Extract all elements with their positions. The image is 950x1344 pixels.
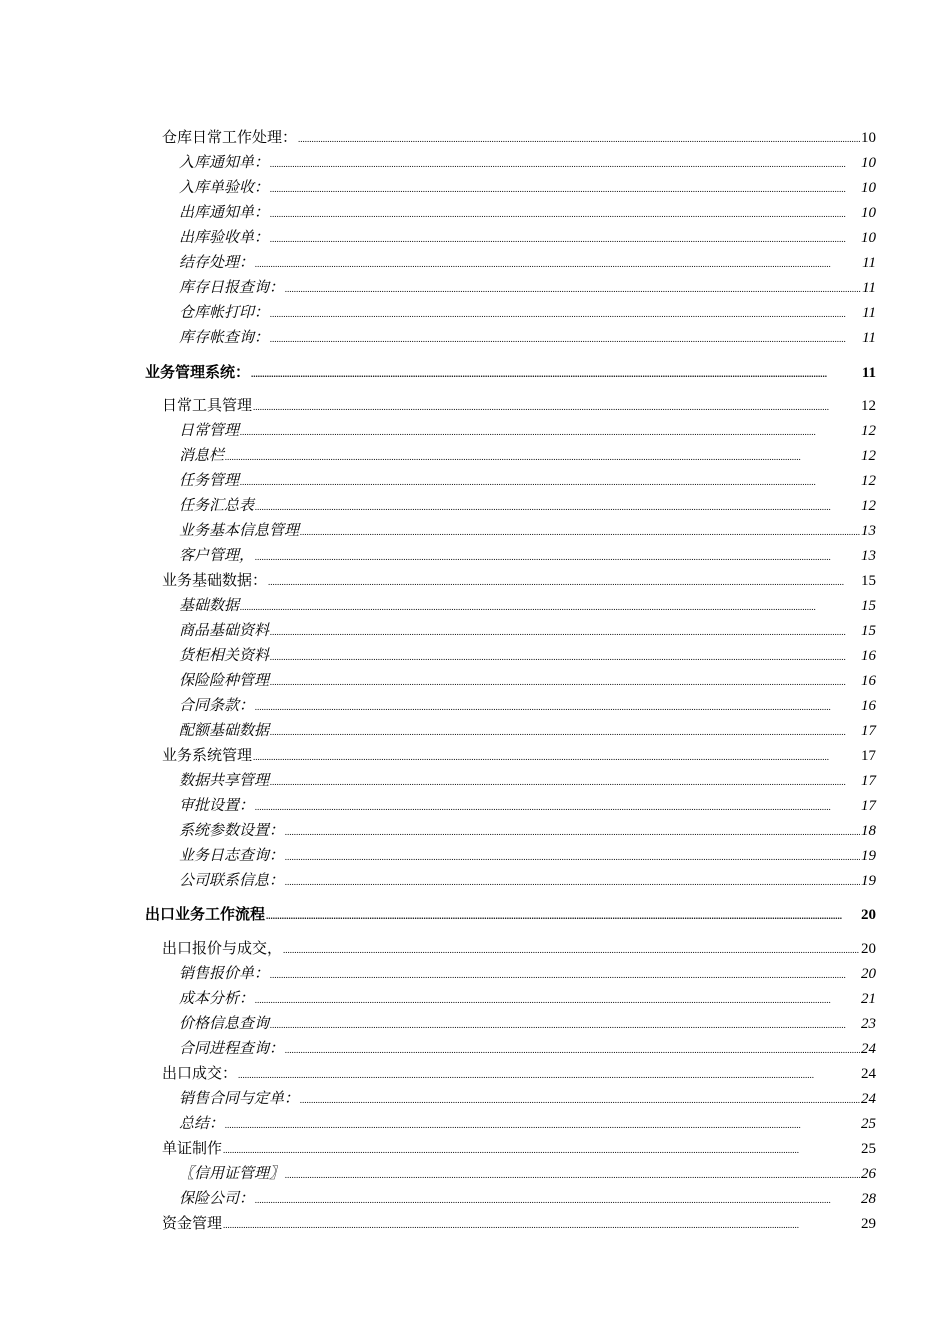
toc-entry-page: 18 <box>861 823 876 839</box>
toc-entry-page: 17 <box>861 798 876 814</box>
toc-entry-title: 出口成交： <box>162 1066 238 1082</box>
toc-entry[interactable] <box>179 871 876 891</box>
toc-entry[interactable] <box>179 228 876 248</box>
toc-leader-dots <box>255 796 860 817</box>
toc-entry-page: 24 <box>861 1091 876 1107</box>
toc-entry[interactable] <box>179 546 876 566</box>
toc-entry-page: 17 <box>861 748 876 764</box>
toc-entry-title: 单证制作 <box>162 1141 223 1157</box>
toc-entry-title: 库存帐查询： <box>179 330 270 346</box>
toc-entry[interactable] <box>179 178 876 198</box>
toc-entry-title: 仓库日常工作处理： <box>162 130 298 146</box>
toc-entry-title: 价格信息查询 <box>179 1016 270 1032</box>
toc-leader-dots <box>255 696 860 717</box>
toc-entry-page: 11 <box>862 305 876 321</box>
toc-entry[interactable] <box>179 621 876 641</box>
toc-leader-dots <box>285 1039 860 1060</box>
toc-entry-page: 10 <box>861 205 876 221</box>
toc-entry[interactable] <box>179 989 876 1009</box>
toc-entry-title: 出库通知单： <box>179 205 270 221</box>
toc-entry-page: 11 <box>862 330 876 346</box>
toc-entry[interactable] <box>179 1014 876 1034</box>
toc-leader-dots <box>285 1164 860 1185</box>
toc-entry-title: 出口报价与成交， <box>162 941 283 957</box>
toc-entry-title: 保险险种管理 <box>179 673 270 689</box>
toc-entry-title: 系统参数设置： <box>179 823 285 839</box>
toc-entry-page: 12 <box>861 473 876 489</box>
toc-entry[interactable] <box>179 846 876 866</box>
toc-entry-page: 25 <box>861 1116 876 1132</box>
toc-entry-title: 数据共享管理 <box>179 773 270 789</box>
toc-entry-title: 出口业务工作流程 <box>145 907 266 923</box>
toc-entry[interactable] <box>179 796 876 816</box>
toc-entry-title: 业务系统管理 <box>162 748 253 764</box>
toc-entry-page: 10 <box>861 180 876 196</box>
toc-entry-page: 11 <box>861 365 876 381</box>
toc-entry[interactable] <box>179 771 876 791</box>
toc-leader-dots <box>255 253 861 274</box>
toc-entry-title: 公司联系信息： <box>179 873 285 889</box>
toc-leader-dots <box>270 671 860 692</box>
toc-entry-title: 日常工具管理 <box>162 398 253 414</box>
toc-entry[interactable] <box>179 696 876 716</box>
toc-leader-dots <box>255 496 860 517</box>
toc-entry[interactable] <box>162 1214 876 1234</box>
toc-entry-title: 业务基本信息管理 <box>179 523 300 539</box>
toc-entry[interactable] <box>179 253 876 273</box>
toc-leader-dots <box>270 621 860 642</box>
toc-entry[interactable] <box>179 303 876 323</box>
toc-entry-page: 11 <box>862 255 876 271</box>
toc-leader-dots <box>270 964 860 985</box>
toc-entry-title: 消息栏 <box>179 448 225 464</box>
toc-entry-page: 25 <box>861 1141 876 1157</box>
toc-leader-dots <box>270 178 860 199</box>
toc-entry-title: 销售合同与定单： <box>179 1091 300 1107</box>
toc-entry[interactable] <box>179 1089 876 1109</box>
toc-leader-dots <box>255 989 860 1010</box>
toc-entry-title: 业务基础数据： <box>162 573 268 589</box>
toc-entry[interactable] <box>179 721 876 741</box>
toc-entry[interactable] <box>179 153 876 173</box>
toc-entry-page: 12 <box>861 398 876 414</box>
toc-leader-dots <box>270 721 860 742</box>
toc-entry-title: 合同进程查询： <box>179 1041 285 1057</box>
toc-leader-dots <box>270 646 860 667</box>
toc-entry-title: 基础数据 <box>179 598 240 614</box>
toc-entry[interactable] <box>179 328 876 348</box>
toc-leader-dots <box>253 746 860 767</box>
toc-leader-dots <box>253 396 860 417</box>
toc-entry-title: 配额基础数据 <box>179 723 270 739</box>
toc-entry-title: 合同条款： <box>179 698 255 714</box>
toc-entry-page: 16 <box>861 698 876 714</box>
toc-leader-dots <box>300 521 860 542</box>
toc-entry-page: 13 <box>861 523 876 539</box>
toc-entry-title: 入库通知单： <box>179 155 270 171</box>
toc-entry[interactable] <box>179 596 876 616</box>
toc-entry-page: 12 <box>861 498 876 514</box>
toc-entry-title: 客户管理， <box>179 548 255 564</box>
toc-entry[interactable] <box>162 571 876 591</box>
toc-entry-page: 23 <box>861 1016 876 1032</box>
toc-entry[interactable] <box>179 1164 876 1184</box>
toc-leader-dots <box>255 546 860 567</box>
toc-leader-dots <box>240 471 860 492</box>
toc-entry-title: 业务管理系统： <box>145 365 251 381</box>
toc-entry-page: 24 <box>861 1066 876 1082</box>
toc-entry[interactable] <box>162 128 876 148</box>
toc-entry-page: 13 <box>861 548 876 564</box>
toc-leader-dots <box>270 328 861 349</box>
toc-entry[interactable] <box>179 521 876 541</box>
toc-entry-page: 17 <box>861 773 876 789</box>
toc-leader-dots <box>225 1114 860 1135</box>
toc-leader-dots <box>255 1189 860 1210</box>
toc-entry[interactable] <box>179 1114 876 1134</box>
toc-entry-page: 11 <box>862 280 876 296</box>
toc-leader-dots <box>270 153 860 174</box>
toc-entry-title: 保险公司： <box>179 1191 255 1207</box>
toc-leader-dots <box>270 1014 860 1035</box>
toc-entry-page: 12 <box>861 448 876 464</box>
toc-entry-title: 任务管理 <box>179 473 240 489</box>
toc-heading[interactable] <box>145 363 876 383</box>
toc-entry-page: 15 <box>861 598 876 614</box>
toc-leader-dots <box>223 1139 860 1160</box>
toc-leader-dots <box>270 203 860 224</box>
toc-entry-title: 结存处理： <box>179 255 255 271</box>
toc-entry-page: 20 <box>861 907 876 923</box>
toc-entry-title: 审批设置： <box>179 798 255 814</box>
toc-entry[interactable] <box>179 1039 876 1059</box>
toc-entry-page: 10 <box>861 230 876 246</box>
toc-leader-dots <box>300 1089 860 1110</box>
toc-entry[interactable] <box>162 939 876 959</box>
toc-entry[interactable] <box>179 646 876 666</box>
toc-leader-dots <box>270 303 861 324</box>
toc-leader-dots <box>238 1064 860 1085</box>
toc-leader-dots <box>285 821 860 842</box>
toc-leader-dots <box>266 905 860 926</box>
toc-entry-page: 21 <box>861 991 876 1007</box>
toc-entry-page: 20 <box>861 966 876 982</box>
toc-leader-dots <box>251 363 861 384</box>
toc-entry-title: 仓库帐打印： <box>179 305 270 321</box>
toc-entry-page: 28 <box>861 1191 876 1207</box>
toc-leader-dots <box>240 421 860 442</box>
toc-entry[interactable] <box>162 1064 876 1084</box>
toc-entry-page: 20 <box>861 941 876 957</box>
toc-entry-title: 销售报价单： <box>179 966 270 982</box>
toc-entry-page: 10 <box>861 155 876 171</box>
toc-entry-page: 15 <box>861 573 876 589</box>
toc-entry[interactable] <box>179 1189 876 1209</box>
toc-leader-dots <box>240 596 860 617</box>
toc-entry-title: 成本分析： <box>179 991 255 1007</box>
toc-entry[interactable] <box>179 421 876 441</box>
toc-entry[interactable] <box>162 396 876 416</box>
toc-heading[interactable] <box>145 905 876 925</box>
toc-entry[interactable] <box>179 496 876 516</box>
toc-entry-page: 10 <box>861 130 876 146</box>
toc-leader-dots <box>285 278 861 299</box>
toc-entry-title: 商品基础资料 <box>179 623 270 639</box>
toc-entry-title: 总结： <box>179 1116 225 1132</box>
toc-entry-page: 19 <box>861 848 876 864</box>
toc-entry-page: 17 <box>861 723 876 739</box>
toc-leader-dots <box>285 846 860 867</box>
toc-entry-page: 16 <box>861 673 876 689</box>
toc-entry-page: 15 <box>861 623 876 639</box>
toc-entry-title: 任务汇总表 <box>179 498 255 514</box>
toc-leader-dots <box>223 1214 860 1235</box>
toc-entry-title: 日常管理 <box>179 423 240 439</box>
toc-entry-page: 26 <box>861 1166 876 1182</box>
toc-entry[interactable] <box>162 746 876 766</box>
toc-leader-dots <box>268 571 860 592</box>
toc-leader-dots <box>270 228 860 249</box>
toc-entry[interactable] <box>179 471 876 491</box>
toc-entry[interactable] <box>179 203 876 223</box>
toc-entry[interactable] <box>162 1139 876 1159</box>
toc-entry-title: 入库单验收： <box>179 180 270 196</box>
toc-entry-title: 〖信用证管理〗 <box>179 1166 285 1182</box>
toc-entry[interactable] <box>179 671 876 691</box>
toc-leader-dots <box>285 871 860 892</box>
toc-entry-title: 库存日报查询： <box>179 280 285 296</box>
toc-leader-dots <box>270 771 860 792</box>
toc-entry-title: 业务日志查询： <box>179 848 285 864</box>
toc-leader-dots <box>298 128 860 149</box>
toc-entry-title: 出库验收单： <box>179 230 270 246</box>
toc-leader-dots <box>225 446 860 467</box>
toc-entry[interactable] <box>179 964 876 984</box>
toc-entry-page: 29 <box>861 1216 876 1232</box>
toc-entry-page: 24 <box>861 1041 876 1057</box>
toc-entry[interactable] <box>179 278 876 298</box>
toc-entry-page: 19 <box>861 873 876 889</box>
toc-entry[interactable] <box>179 821 876 841</box>
toc-leader-dots <box>283 939 860 960</box>
toc-entry[interactable] <box>179 446 876 466</box>
toc-entry-title: 资金管理 <box>162 1216 223 1232</box>
toc-entry-page: 16 <box>861 648 876 664</box>
toc-entry-page: 12 <box>861 423 876 439</box>
toc-entry-title: 货柜相关资料 <box>179 648 270 664</box>
